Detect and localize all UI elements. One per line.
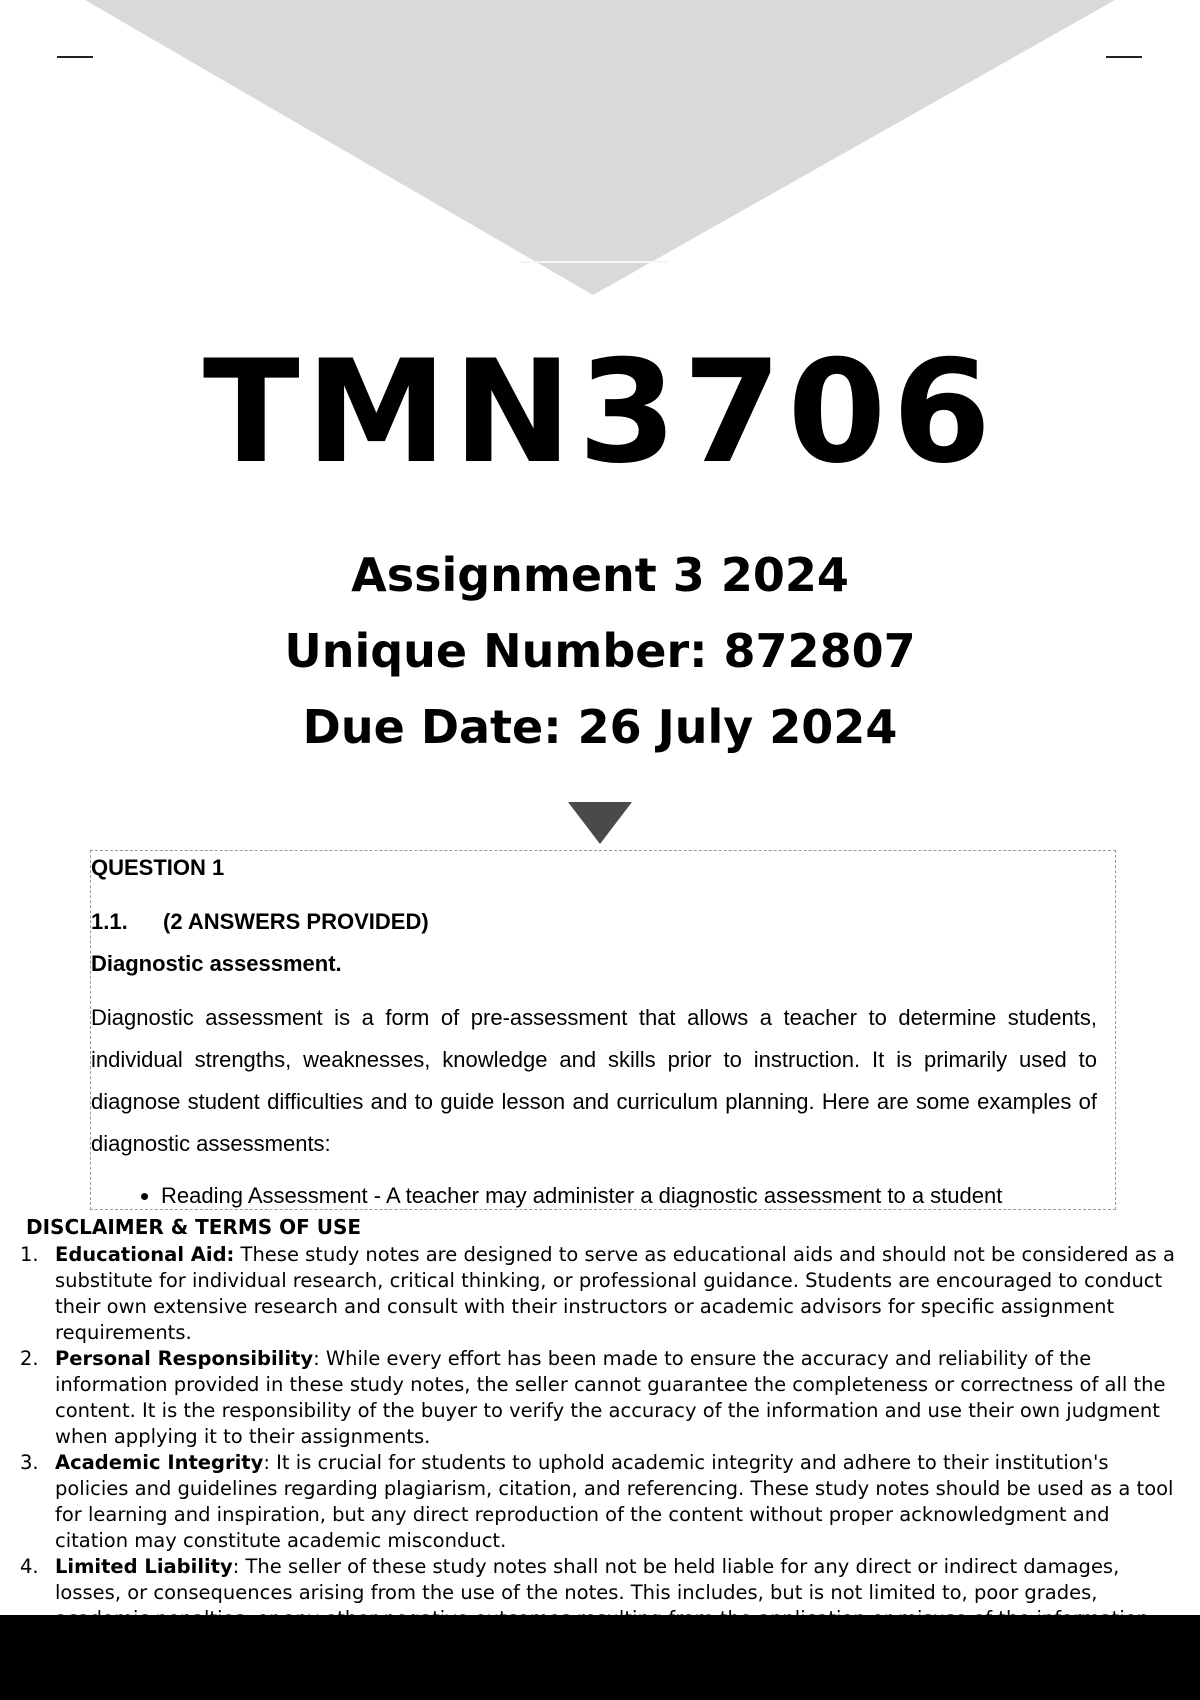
disclaimer-item — [0, 1346, 1200, 1450]
section-paragraph: Diagnostic assessment is a form of pre-assessment that allows a teacher to determine students, individual strengths, weaknesses, knowledge and skills prior to instruction. It is primarily used to diagnose student difficulties and to guide lesson and curriculum planning. Here are some examples of diagnostic assessments: — [91, 1005, 1097, 1156]
disclaimer-title: DISCLAIMER & TERMS OF USE — [26, 1215, 362, 1239]
question-title: QUESTION 1 — [91, 855, 225, 880]
disclaimer-item — [0, 1242, 1200, 1346]
disclaimer-list — [0, 1242, 1200, 1632]
item-term: Educational Aid: — [55, 1243, 235, 1266]
item-text: : The seller of these study notes shall not be held liable for any direct or indirect damages, losses, or consequences arising from the use of the notes. This includes, but is not limited to, poor grades, — [55, 1555, 1120, 1604]
section-heading: Diagnostic assessment. — [91, 951, 342, 976]
item-text: : While every effort has been made to ensure the accuracy and reliability of the information provided in these study notes, the seller cannot guarantee the completeness or correctness of all the content. It is the responsibility of the buyer to verify the accuracy of the information and use their own judgment when applying it to their assignments. — [55, 1347, 1166, 1448]
list-item: • Reading Assessment - A teacher may administer a diagnostic assessment to a student — [161, 1179, 1115, 1210]
right-corner-rule — [1106, 56, 1142, 58]
left-corner-rule — [57, 56, 93, 58]
item-number: 4. — [20, 1555, 39, 1578]
item-term: Personal Responsibility — [55, 1347, 314, 1370]
disclaimer-section — [0, 1214, 1200, 1632]
unique-number: Unique Number: 872807 — [284, 624, 916, 678]
question-sub-number: 1.1. — [91, 909, 128, 934]
item-number: 2. — [20, 1347, 39, 1370]
cover-banner — [0, 0, 1200, 300]
question-preview-box — [90, 850, 1116, 1210]
course-code: TMN3706 — [202, 330, 998, 495]
examples-list — [91, 1179, 1115, 1210]
bottom-black-bar — [0, 1615, 1200, 1700]
item-text: : It is crucial for students to uphold academic integrity and adhere to their institution's policies and guidelines regarding plagiarism, citation, and referencing. These study notes should be used as a tool for learning and inspiration, but any direct reproduction of the content without proper acknowledgment and citation may constitute academic misconduct. — [55, 1451, 1174, 1552]
banner-chevron — [85, 0, 1115, 295]
due-date: Due Date: 26 July 2024 — [302, 700, 898, 754]
item-text: These study notes are designed to serve as educational aids and should not be considered as a substitute for individual research, critical thinking, or professional guidance. Students are encouraged to conduct their own extensive research and consult with their instructors or academic advisors for specific assignment requirements. — [55, 1243, 1175, 1344]
assignment-title: Assignment 3 2024 — [351, 548, 849, 602]
question-subheading — [91, 909, 1115, 935]
item-number: 3. — [20, 1451, 39, 1474]
item-number: 1. — [20, 1243, 39, 1266]
item-term: Academic Integrity — [55, 1451, 264, 1474]
item-term: Limited Liability — [55, 1555, 233, 1578]
down-arrow-icon — [568, 802, 632, 844]
disclaimer-item — [0, 1450, 1200, 1554]
question-sub-label: (2 ANSWERS PROVIDED) — [163, 909, 429, 934]
